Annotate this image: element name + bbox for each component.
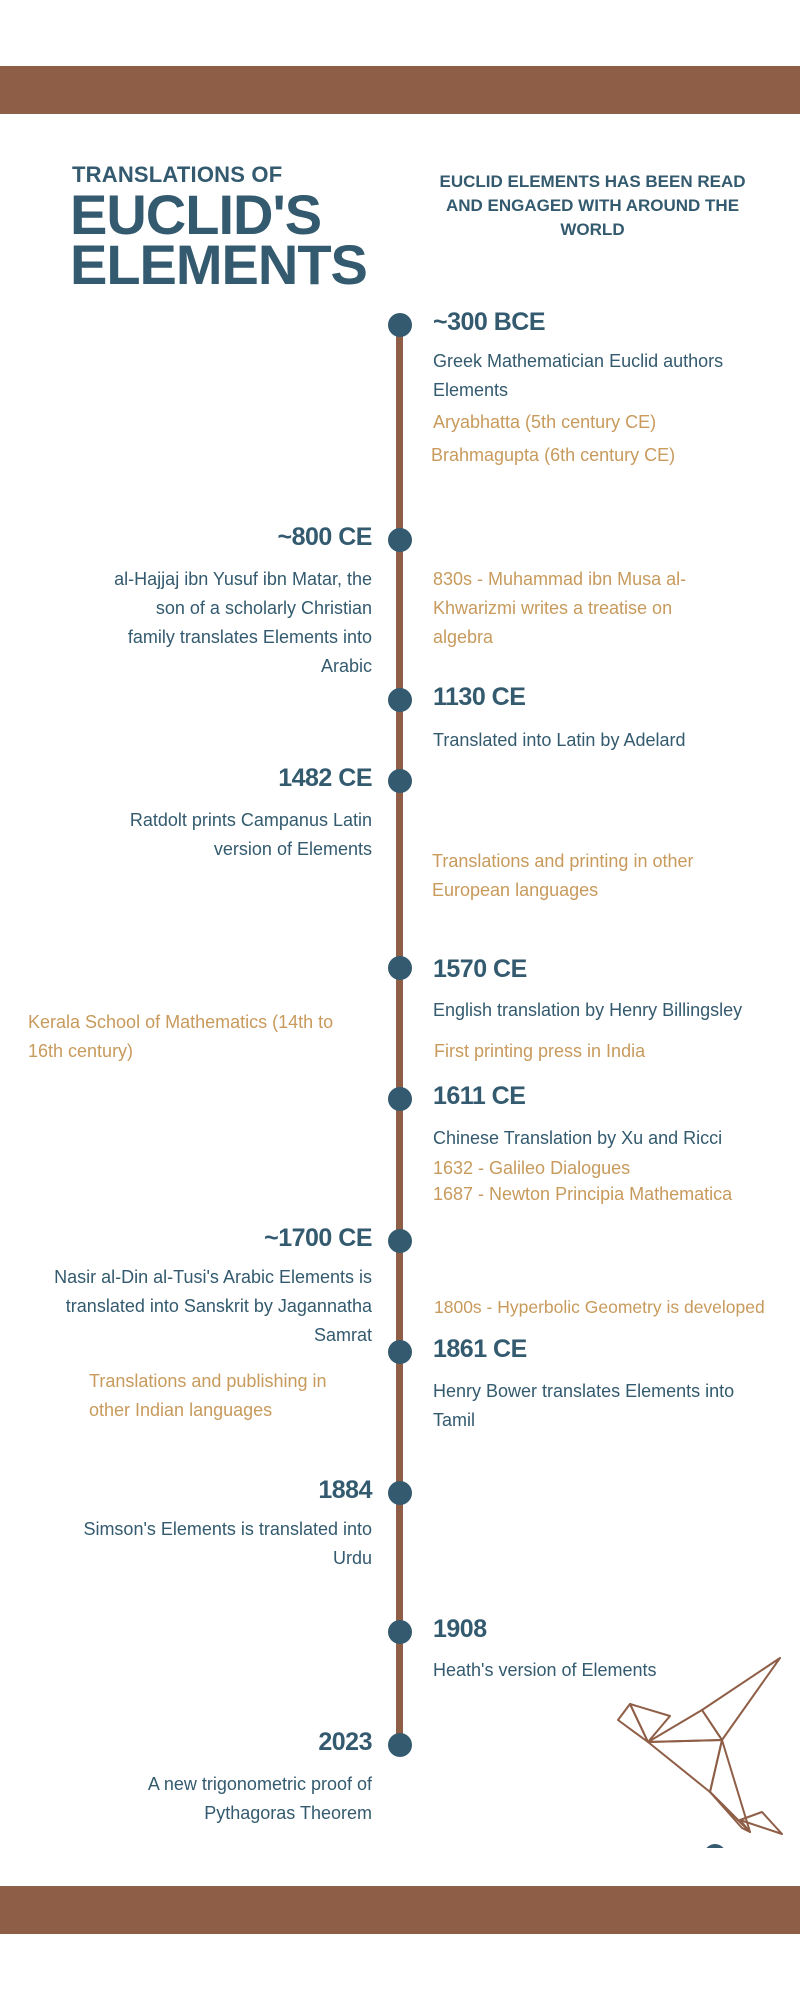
timeline-dot: [388, 1620, 412, 1644]
context-note: 1687 - Newton Principia Mathematica: [433, 1184, 733, 1204]
timeline-dot: [388, 1229, 412, 1253]
timeline-dot: [388, 688, 412, 712]
event-text: Nasir al-Din al-Tusi's Arabic Elements is translated into Sanskrit by Jagannatha Samrat: [54, 1267, 372, 1345]
timeline-dot: [388, 1340, 412, 1364]
context-note: First printing press in India: [434, 1041, 646, 1061]
event-text: al-Hajjaj ibn Yusuf ibn Matar, the son of a scholarly Christian family translates Elements into Arabic: [114, 569, 372, 676]
timeline-dot: [388, 1733, 412, 1757]
context-note: Aryabhatta (5th century CE): [433, 412, 657, 432]
timeline-dot: [388, 313, 412, 337]
event-year: ~300 BCE: [433, 308, 546, 336]
top-band: [0, 66, 800, 114]
event-text: A new trigonometric proof of Pythagoras Theorem: [147, 1774, 372, 1823]
event-text: Ratdolt prints Campanus Latin version of Elements: [129, 810, 372, 859]
event-text: Chinese Translation by Xu and Ricci: [433, 1128, 723, 1148]
event-year: 1570 CE: [433, 955, 527, 983]
event-year: 1884: [318, 1476, 372, 1504]
crane-dot: [704, 1844, 726, 1848]
event-text: English translation by Henry Billingsley: [433, 1000, 743, 1020]
page-title: [70, 183, 367, 296]
event-year: 1908: [433, 1615, 487, 1643]
timeline-dot: [388, 528, 412, 552]
event-year: 1130 CE: [433, 683, 526, 711]
event-year: 1611 CE: [433, 1082, 526, 1110]
context-note: Brahmagupta (6th century CE): [431, 445, 676, 465]
header-subtitle: TRANSLATIONS OF: [72, 162, 283, 187]
event-year: 2023: [318, 1728, 372, 1756]
event-year: ~1700 CE: [264, 1224, 372, 1252]
event-text: Henry Bower translates Elements into Tamil: [433, 1381, 735, 1430]
context-note: 1632 - Galileo Dialogues: [433, 1158, 631, 1178]
timeline-dot: [388, 1481, 412, 1505]
event-text: Translated into Latin by Adelard: [433, 730, 686, 750]
event-text: Greek Mathematician Euclid authors Elements: [433, 351, 724, 400]
context-note: 830s - Muhammad ibn Musa al-Khwarizmi writes a treatise on algebra: [433, 569, 687, 647]
timeline-dot: [388, 1087, 412, 1111]
event-year: ~800 CE: [277, 523, 372, 551]
page-title-text: EUCLID'S ELEMENTS: [70, 183, 367, 296]
header-tagline: EUCLID ELEMENTS HAS BEEN READ AND ENGAGED WITH AROUND THE WORLD: [439, 172, 746, 239]
timeline-dot: [388, 769, 412, 793]
bottom-band: [0, 1886, 800, 1934]
context-note: 1800s - Hyperbolic Geometry is developed: [434, 1297, 765, 1317]
context-note: Translations and publishing in other Indian languages: [89, 1371, 327, 1420]
origami-crane-illustration: [590, 1648, 790, 1848]
context-note: Translations and printing in other European languages: [432, 851, 694, 900]
event-year: 1482 CE: [278, 764, 372, 792]
timeline-dot: [388, 956, 412, 980]
event-year: 1861 CE: [433, 1335, 527, 1363]
event-text: Simson's Elements is translated into Urdu: [83, 1519, 372, 1568]
event-text: Heath's version of Elements: [433, 1660, 657, 1680]
context-note: Kerala School of Mathematics (14th to 16th century): [28, 1012, 334, 1061]
